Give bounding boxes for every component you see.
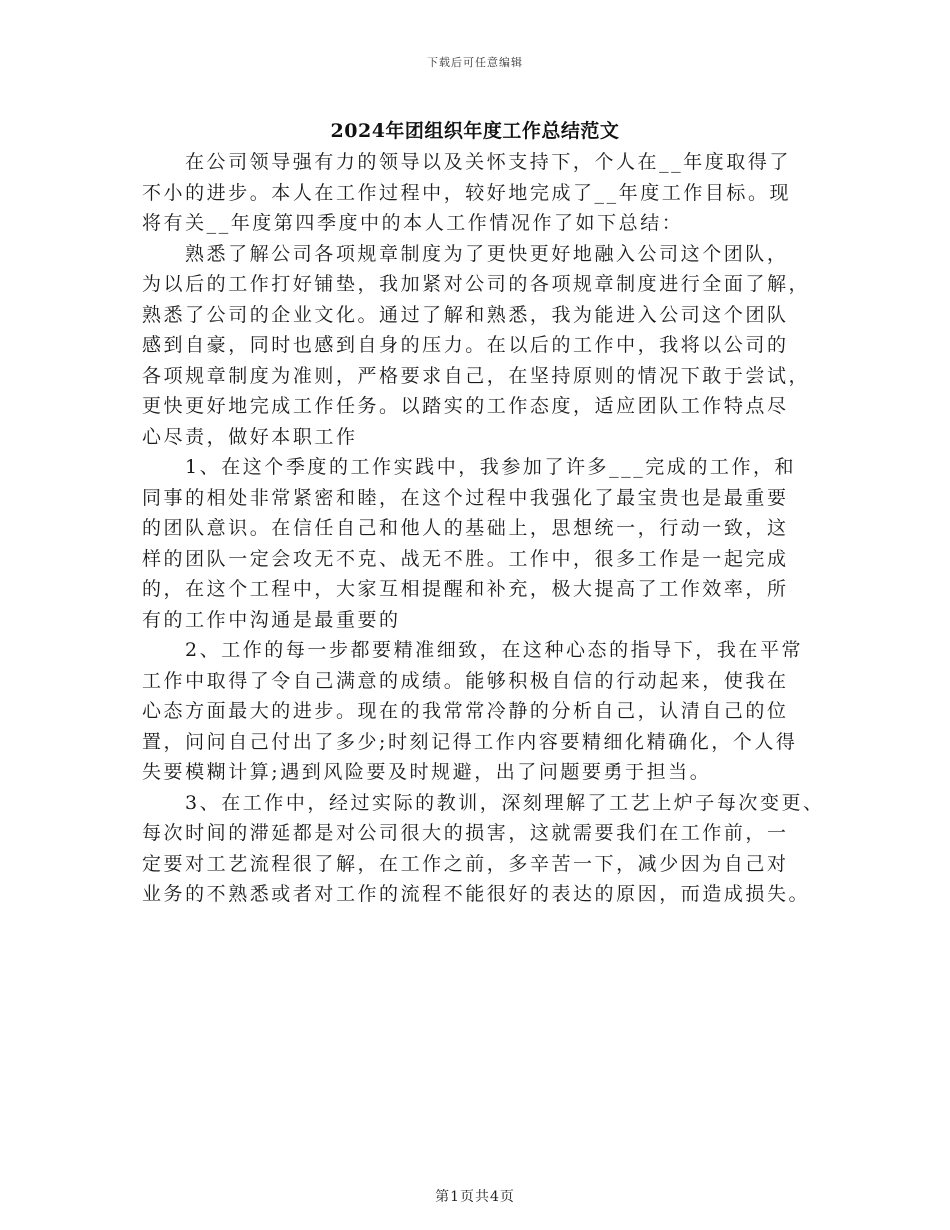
text-line: 同事的相处非常紧密和睦，在这个过程中我强化了最宝贵也是最重要 xyxy=(142,486,789,509)
text-line: 的团队意识。在信任自己和他人的基础上，思想统一，行动一致，这 xyxy=(142,517,789,539)
paragraph-item-1 xyxy=(142,452,810,635)
text-line: 置，问问自己付出了多少;时刻记得工作内容要精细化精确化，个人得 xyxy=(142,730,798,753)
text-line: 心尽责，做好本职工作 xyxy=(142,425,358,448)
text-line: 将有关__年度第四季度中的本人工作情况作了如下总结： xyxy=(142,212,684,234)
text-line: 心态方面最大的进步。现在的我常常冷静的分析自己，认清自己的位 xyxy=(142,700,789,722)
paragraph-intro xyxy=(142,147,810,239)
text-line: 2、工作的每一步都要精准细致，在这种心态的指导下，我在平常 xyxy=(185,639,804,661)
page-number: 第1页共4页 xyxy=(435,1189,515,1205)
paragraph-item-2 xyxy=(142,635,810,788)
document-body xyxy=(142,147,825,910)
text-line: 工作中取得了令自己满意的成绩。能够积极自信的行动起来，使我在 xyxy=(142,669,789,692)
text-line: 的，在这个工程中，大家互相提醒和补充，极大提高了工作效率，所 xyxy=(142,578,789,600)
paragraph-rules xyxy=(142,239,810,453)
document-title: 2024年团组织年度工作总结范文 xyxy=(330,120,620,142)
header-note: 下载后可任意编辑 xyxy=(427,56,523,69)
text-line: 每次时间的滞延都是对公司很大的损害，这就需要我们在工作前，一 xyxy=(142,822,789,844)
text-line: 3、在工作中，经过实际的教训，深刻理解了工艺上炉子每次变更、 xyxy=(185,791,825,814)
text-line: 感到自豪，同时也感到自身的压力。在以后的工作中，我将以公司的 xyxy=(142,334,789,356)
text-line: 定要对工艺流程很了解，在工作之前，多辛苦一下，减少因为自己对 xyxy=(142,852,789,875)
text-line: 业务的不熟悉或者对工作的流程不能很好的表达的原因，而造成损失。 xyxy=(142,883,811,905)
paragraph-item-3 xyxy=(142,788,825,910)
text-line: 更快更好地完成工作任务。以踏实的工作态度，适应团队工作特点尽 xyxy=(142,395,789,417)
text-line: 失要模糊计算;遇到风险要及时规避，出了问题要勇于担当。 xyxy=(142,761,712,783)
text-line: 样的团队一定会攻无不克、战无不胜。工作中，很多工作是一起完成 xyxy=(142,547,789,570)
text-line: 有的工作中沟通是最重要的 xyxy=(142,608,401,631)
text-line: 熟悉了解公司各项规章制度为了更快更好地融入公司这个团队， xyxy=(185,242,789,265)
text-line: 为以后的工作打好铺垫，我加紧对公司的各项规章制度进行全面了解， xyxy=(142,273,811,295)
text-line: 熟悉了公司的企业文化。通过了解和熟悉，我为能进入公司这个团队 xyxy=(142,303,789,326)
text-line: 1、在这个季度的工作实践中，我参加了许多___完成的工作，和 xyxy=(185,456,797,478)
text-line: 各项规章制度为准则，严格要求自己，在坚持原则的情况下敢于尝试， xyxy=(142,364,811,387)
text-line: 在公司领导强有力的领导以及关怀支持下，个人在__年度取得了 xyxy=(185,151,791,173)
text-line: 不小的进步。本人在工作过程中，较好地完成了__年度工作目标。现 xyxy=(142,181,792,204)
